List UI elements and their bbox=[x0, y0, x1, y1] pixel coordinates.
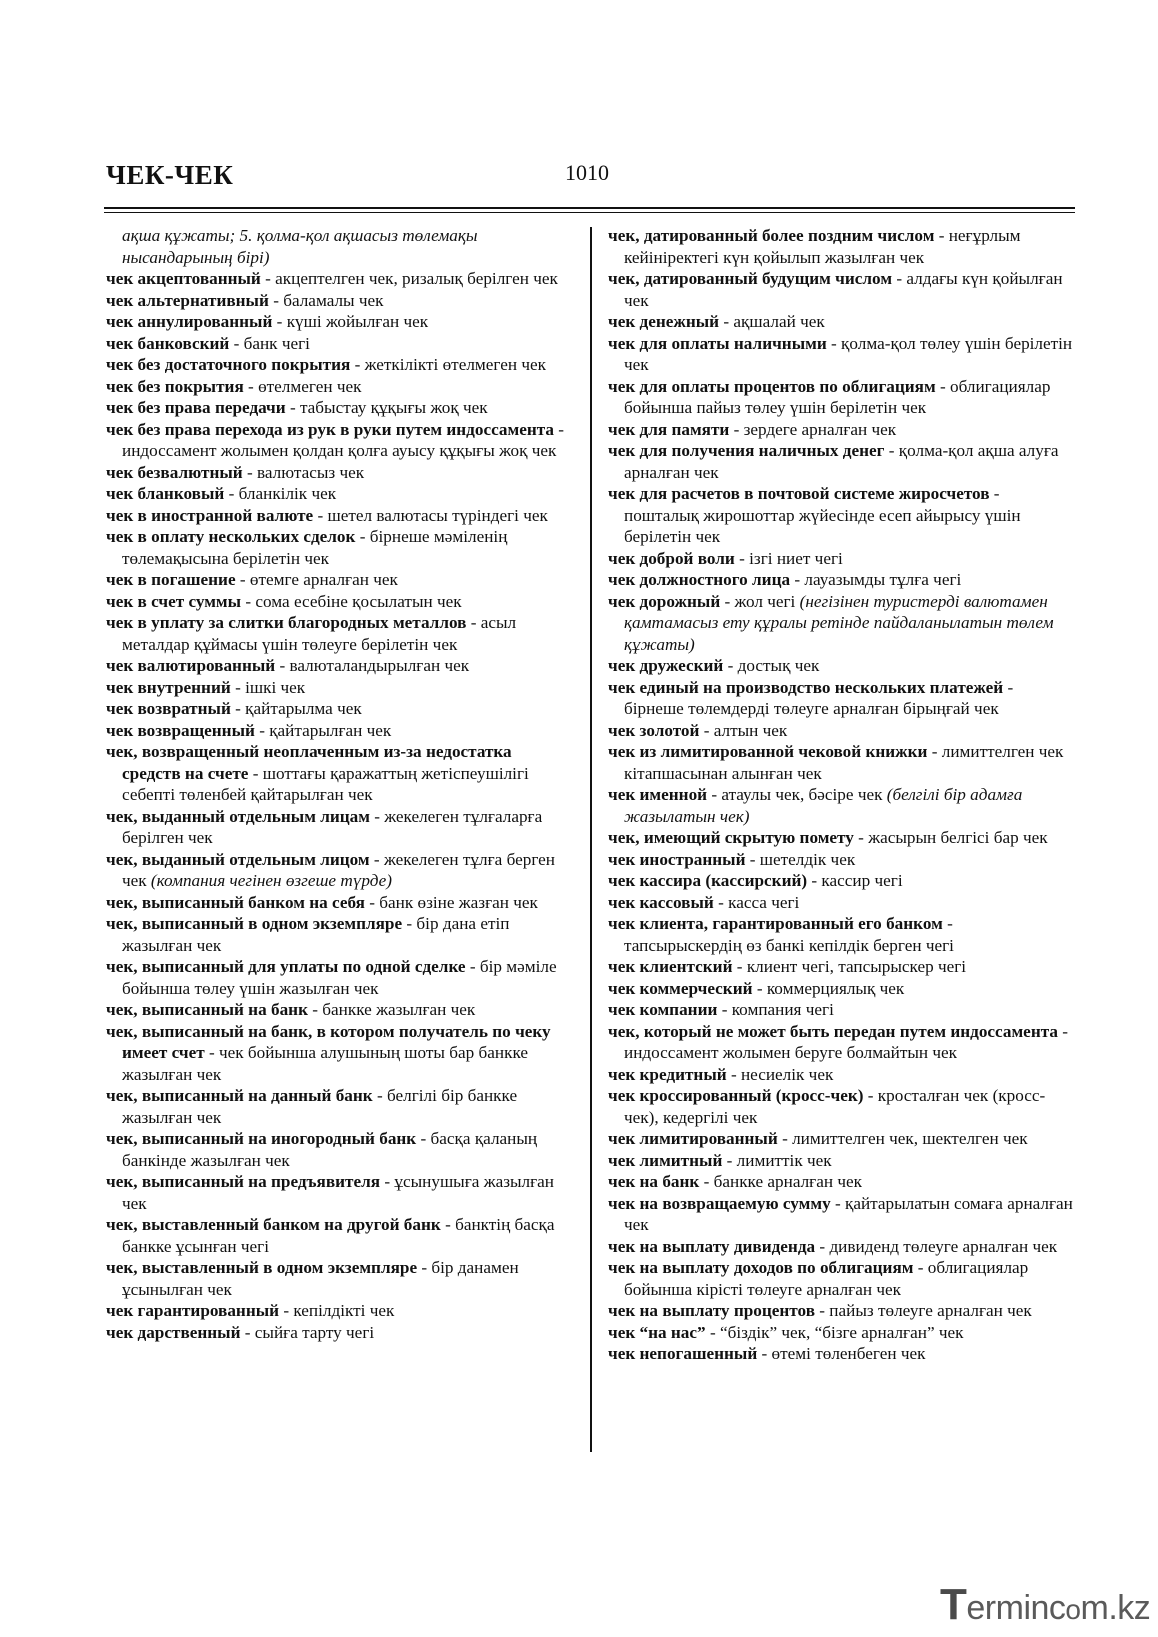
entry-definition: - коммерциялық чек bbox=[752, 978, 905, 998]
entry-term: чек без покрытия bbox=[106, 376, 244, 396]
entry-term: чек, имеющий скрытую помету bbox=[608, 828, 854, 847]
watermark-text: erminc bbox=[966, 1589, 1066, 1627]
dictionary-entry bbox=[608, 333, 1074, 376]
entry-term: чек банковский bbox=[106, 333, 230, 353]
entry-definition: - банкке жазылған чек bbox=[307, 1000, 476, 1019]
dictionary-entry bbox=[608, 1193, 1074, 1236]
entry-definition: - жеткілікті өтелмеген чек bbox=[350, 355, 546, 374]
page-number: 1010 bbox=[565, 160, 609, 185]
entry-definition: - өтемі төленбеген чек bbox=[757, 1344, 926, 1363]
entry-definition: - банк өзіне жазған чек bbox=[364, 892, 538, 912]
entry-definition: - кросталған чек (кросс-чек), кедергілі чек bbox=[624, 1086, 1046, 1127]
dictionary-entry bbox=[608, 978, 1074, 1000]
entry-term: чек золотой bbox=[608, 720, 700, 740]
entry-term: чек дарственный bbox=[106, 1322, 241, 1342]
entry-definition: - тапсырыскердің өз банкі кепілдік берген чегі bbox=[624, 914, 954, 955]
entry-term: чек внутренний bbox=[106, 677, 231, 697]
entry-term: чек, выписанный банком на себя bbox=[106, 892, 365, 912]
entry-definition: - пайыз төлеуге арналған чек bbox=[814, 1301, 1032, 1320]
entry-term: чек, выставленный в одном экземпляре bbox=[106, 1258, 418, 1277]
entry-note: (негізінен туристерді валютамен қамтамасыз ету құралы ретінде пайдаланылатын төлем құжаты) bbox=[624, 591, 1054, 654]
dictionary-entry bbox=[608, 741, 1074, 784]
right-entry-list bbox=[608, 225, 1074, 1365]
dictionary-entry bbox=[106, 956, 572, 999]
dictionary-entry bbox=[106, 1128, 572, 1171]
entry-term: чек кредитный bbox=[608, 1064, 727, 1084]
dictionary-entry bbox=[106, 526, 572, 569]
entry-term: чек акцептованный bbox=[106, 269, 261, 288]
dictionary-entry bbox=[106, 677, 572, 699]
dictionary-entry bbox=[608, 999, 1074, 1021]
entry-definition: - ішкі чек bbox=[230, 677, 306, 697]
entry-term: чек дорожный bbox=[608, 591, 721, 611]
entry-definition: - шоттағы қаражаттың жетіспеушілігі себепті төленбей қайтарылған чек bbox=[122, 763, 529, 804]
header-rule-thin bbox=[104, 212, 1075, 213]
dictionary-entry bbox=[608, 784, 1074, 827]
dictionary-entry bbox=[608, 1300, 1074, 1322]
entry-term: чек, выписанный на банк, в котором получатель по чеку имеет счет bbox=[106, 1021, 551, 1062]
entry-note: (белгілі бір адамға жазылатын чек) bbox=[624, 785, 1023, 826]
header-rule bbox=[104, 207, 1075, 209]
watermark-o-icon: o bbox=[1065, 1594, 1081, 1625]
entry-definition: - бірнеше мәміленің төлемақысына берілетін чек bbox=[122, 527, 508, 568]
entry-term: чек для расчетов в почтовой системе жиросчетов bbox=[608, 484, 990, 503]
dictionary-entry bbox=[106, 612, 572, 655]
entry-term: чек в счет суммы bbox=[106, 591, 242, 611]
dictionary-entry bbox=[106, 999, 572, 1021]
dictionary-entry bbox=[608, 591, 1074, 656]
entry-term: чек для получения наличных денег bbox=[608, 441, 885, 460]
entry-term: чек, выставленный банком на другой банк bbox=[106, 1215, 441, 1234]
dictionary-entry bbox=[106, 849, 572, 892]
entry-term: чек коммерческий bbox=[608, 978, 753, 998]
entry-definition: - өтелмеген чек bbox=[243, 376, 362, 396]
entry-definition: - облигациялар бойынша кірісті төлеуге арналған чек bbox=[624, 1258, 1029, 1299]
entry-term: чек, выписанный на банк bbox=[106, 1000, 308, 1019]
dictionary-entry bbox=[106, 569, 572, 591]
watermark-letter: T bbox=[940, 1580, 967, 1629]
entry-term: чек клиентский bbox=[608, 957, 733, 976]
entry-term: чек для оплаты наличными bbox=[608, 333, 827, 353]
entry-definition: - неғұрлым кейініректегі күн қойылып жазылған чек bbox=[624, 226, 1021, 267]
entry-definition: - алдағы күн қойылған чек bbox=[624, 269, 1063, 310]
right-column bbox=[608, 225, 1074, 1365]
entry-definition: - ұсынушыға жазылған чек bbox=[122, 1172, 554, 1213]
entry-definition: - валюталандырылған чек bbox=[275, 656, 470, 675]
column-divider bbox=[590, 227, 592, 1452]
entry-definition: - атаулы чек, бәсіре чек bbox=[707, 785, 887, 804]
entry-term: чек для оплаты процентов по облигациям bbox=[608, 376, 936, 396]
entry-definition: - жекелеген тұлға берген чек bbox=[122, 849, 555, 890]
left-entry-list bbox=[106, 268, 572, 1343]
entry-definition: - қайтарылатын сомаға арналған чек bbox=[624, 1193, 1073, 1234]
dictionary-entry bbox=[106, 419, 572, 462]
entry-term: чек на выплату доходов по облигациям bbox=[608, 1258, 914, 1277]
entry-note: (компания чегінен өзгеше түрде) bbox=[150, 871, 392, 890]
entry-definition: - банк чегі bbox=[229, 333, 310, 353]
entry-term: чек дружеский bbox=[608, 656, 724, 675]
entry-definition: - ізгі ниет чегі bbox=[734, 548, 843, 568]
entry-definition: - қайтарылған чек bbox=[254, 720, 392, 740]
entry-term: чек безвалютный bbox=[106, 462, 243, 482]
entry-term: чек без достаточного покрытия bbox=[106, 355, 351, 374]
entry-definition: - кепілдікті чек bbox=[279, 1301, 395, 1320]
entry-term: чек, выписанный на предъявителя bbox=[106, 1172, 381, 1191]
entry-term: чек, выписанный на данный банк bbox=[106, 1086, 373, 1105]
entry-term: чек непогашенный bbox=[608, 1344, 758, 1363]
entry-definition: - баламалы чек bbox=[268, 290, 384, 310]
entry-definition: - касса чегі bbox=[713, 892, 800, 912]
dictionary-entry bbox=[608, 268, 1074, 311]
entry-definition: - кассир чегі bbox=[807, 871, 903, 890]
entry-definition: - лауазымды тұлға чегі bbox=[790, 570, 962, 589]
entry-definition: - достық чек bbox=[723, 656, 820, 675]
dictionary-entry bbox=[106, 505, 572, 527]
dictionary-entry bbox=[608, 956, 1074, 978]
entry-definition: - табыстау құқығы жоқ чек bbox=[285, 398, 488, 417]
entry-definition: - пошталық жирошоттар жүйесінде есеп айырысу үшін берілетін чек bbox=[624, 484, 1021, 546]
entry-definition: - күші жойылған чек bbox=[272, 312, 429, 331]
dictionary-entry bbox=[608, 440, 1074, 483]
entry-term: чек доброй воли bbox=[608, 548, 735, 568]
entry-term: чек для памяти bbox=[608, 419, 730, 439]
entry-definition: - ақшалай чек bbox=[719, 312, 825, 331]
entry-term: чек кассовый bbox=[608, 892, 714, 912]
entry-term: чек возвратный bbox=[106, 699, 231, 718]
entry-definition: - алтын чек bbox=[699, 720, 788, 740]
dictionary-entry bbox=[106, 483, 572, 505]
entry-term: чек, датированный будущим числом bbox=[608, 269, 893, 288]
dictionary-entry bbox=[608, 1064, 1074, 1086]
entry-term: чек, выданный отдельным лицам bbox=[106, 806, 370, 826]
entry-term: чек аннулированный bbox=[106, 312, 273, 331]
dictionary-entry bbox=[608, 376, 1074, 419]
dictionary-entry bbox=[106, 1021, 572, 1086]
entry-definition: - сома есебіне қосылатын чек bbox=[241, 591, 462, 611]
dictionary-entry bbox=[106, 290, 572, 312]
dictionary-entry bbox=[106, 1171, 572, 1214]
dictionary-entry bbox=[608, 419, 1074, 441]
dictionary-entry bbox=[106, 462, 572, 484]
entry-definition: - бір дана етіп жазылған чек bbox=[122, 914, 510, 955]
dictionary-entry bbox=[106, 913, 572, 956]
entry-definition: - белгілі бір банкке жазылған чек bbox=[122, 1086, 518, 1127]
left-column bbox=[106, 225, 572, 1343]
entry-definition: - бірнеше төлемдерді төлеуге арналған бірыңғай чек bbox=[624, 677, 1014, 718]
entry-definition: - жекелеген тұлғаларға берілген чек bbox=[122, 806, 543, 847]
entry-definition: - чек бойынша алушының шоты бар банкке жазылған чек bbox=[122, 1043, 529, 1084]
entry-term: чек бланковый bbox=[106, 484, 225, 503]
dictionary-entry bbox=[106, 1085, 572, 1128]
dictionary-entry bbox=[106, 806, 572, 849]
dictionary-entry bbox=[608, 1021, 1074, 1064]
dictionary-entry bbox=[106, 591, 572, 613]
entry-definition: - лимиттелген чек кітапшасынан алынған чек bbox=[624, 742, 1064, 783]
entry-term: чек без права передачи bbox=[106, 398, 286, 417]
entry-definition: - өтемге арналған чек bbox=[235, 570, 398, 589]
entry-definition: - басқа қаланың банкінде жазылған чек bbox=[122, 1129, 538, 1170]
dictionary-entry bbox=[608, 548, 1074, 570]
entry-term: чек в иностранной валюте bbox=[106, 505, 314, 525]
dictionary-entry bbox=[106, 892, 572, 914]
entry-term: чек кассира (кассирский) bbox=[608, 871, 808, 890]
entry-term: чек, возвращенный неоплаченным из-за недостатка средств на счете bbox=[106, 742, 512, 783]
dictionary-entry bbox=[106, 720, 572, 742]
dictionary-entry bbox=[106, 1214, 572, 1257]
entry-term: чек без права перехода из рук в руки путем индоссамента bbox=[106, 419, 554, 439]
entry-term: чек кроссированный (кросс-чек) bbox=[608, 1086, 864, 1105]
dictionary-entry bbox=[608, 1171, 1074, 1193]
entry-definition: - зердеге арналған чек bbox=[729, 419, 897, 439]
dictionary-entry bbox=[106, 311, 572, 333]
dictionary-entry bbox=[608, 569, 1074, 591]
entry-definition: - сыйға тарту чегі bbox=[240, 1322, 375, 1342]
entry-term: чек иностранный bbox=[608, 849, 746, 869]
entry-definition: - лимиттік чек bbox=[722, 1150, 832, 1170]
dictionary-entry bbox=[608, 1343, 1074, 1365]
entry-term: чек, выписанный на иногородный банк bbox=[106, 1129, 417, 1148]
site-watermark bbox=[940, 1580, 1151, 1629]
dictionary-entry bbox=[106, 1322, 572, 1344]
entry-definition: - банкке арналған чек bbox=[699, 1172, 862, 1191]
entry-term: чек лимитный bbox=[608, 1150, 723, 1170]
continuation-text: ақша құжаты; 5. қолма-қол ақшасыз төлемақы нысандарының бірі) bbox=[122, 226, 478, 267]
entry-definition: - жасырын белгісі бар чек bbox=[853, 828, 1048, 847]
entry-term: чек из лимитированной чековой книжки bbox=[608, 742, 928, 761]
dictionary-entry bbox=[608, 655, 1074, 677]
dictionary-entry bbox=[608, 1236, 1074, 1258]
entry-definition: - бір данамен ұсынылған чек bbox=[122, 1258, 519, 1299]
dictionary-entry bbox=[106, 1257, 572, 1300]
entry-term: чек, выписанный в одном экземпляре bbox=[106, 914, 403, 933]
entry-term: чек именной bbox=[608, 785, 708, 804]
dictionary-entry bbox=[608, 1085, 1074, 1128]
entry-definition: - бланкілік чек bbox=[224, 484, 337, 503]
entry-term: чек в оплату нескольких сделок bbox=[106, 527, 356, 546]
entry-term: чек возвращенный bbox=[106, 720, 255, 740]
entry-definition: - индоссамент жолымен қолдан қолға ауысу құқығы жоқ чек bbox=[122, 419, 565, 460]
entry-definition: - бір мәміле бойынша төлеу үшін жазылған чек bbox=[122, 957, 557, 998]
entry-definition: - дивиденд төлеуге арналған чек bbox=[815, 1236, 1058, 1256]
dictionary-entry bbox=[608, 1128, 1074, 1150]
entry-term: чек, который не может быть передан путем индоссамента bbox=[608, 1021, 1058, 1041]
entry-term: чек компании bbox=[608, 1000, 718, 1019]
dictionary-entry bbox=[106, 268, 572, 290]
entry-term: чек, выданный отдельным лицом bbox=[106, 849, 370, 869]
dictionary-entry bbox=[608, 1257, 1074, 1300]
dictionary-entry bbox=[608, 849, 1074, 871]
entry-term: чек в погашение bbox=[106, 570, 236, 589]
entry-definition: - қолма-қол төлеу үшін берілетін чек bbox=[624, 333, 1073, 374]
dictionary-entry bbox=[608, 827, 1074, 849]
entry-definition: - қайтарылма чек bbox=[230, 699, 362, 718]
entry-definition: - облигациялар бойынша пайыз төлеу үшін берілетін чек bbox=[624, 376, 1051, 417]
entry-definition: - акцептелген чек, ризалық берілген чек bbox=[260, 269, 558, 288]
dictionary-entry bbox=[106, 397, 572, 419]
entry-term: чек на возвращаемую сумму bbox=[608, 1193, 831, 1213]
dictionary-entry bbox=[106, 354, 572, 376]
entry-definition: - лимиттелген чек, шектелген чек bbox=[777, 1129, 1028, 1148]
entry-definition: - қолма-қол ақша алуға арналған чек bbox=[624, 441, 1059, 482]
entry-term: чек на банк bbox=[608, 1172, 700, 1191]
entry-definition: - банктің басқа банкке ұсынған чегі bbox=[122, 1215, 555, 1256]
entry-term: чек альтернативный bbox=[106, 290, 269, 310]
entry-term: чек лимитированный bbox=[608, 1129, 778, 1148]
dictionary-entry bbox=[106, 1300, 572, 1322]
dictionary-entry bbox=[608, 483, 1074, 548]
entry-term: чек клиента, гарантированный его банком bbox=[608, 914, 943, 933]
entry-definition: - шетел валютасы түріндегі чек bbox=[313, 505, 548, 525]
dictionary-entry bbox=[608, 225, 1074, 268]
entry-term: чек гарантированный bbox=[106, 1301, 280, 1320]
entry-term: чек на выплату процентов bbox=[608, 1301, 815, 1320]
entry-definition: - компания чегі bbox=[717, 1000, 834, 1019]
dictionary-entry bbox=[608, 677, 1074, 720]
entry-term: чек, датированный более поздним числом bbox=[608, 226, 935, 245]
entry-definition: - асыл металдар құймасы үшін төлеуге берілетін чек bbox=[122, 613, 517, 654]
dictionary-entry bbox=[608, 1322, 1074, 1344]
dictionary-entry bbox=[608, 892, 1074, 914]
entry-term: чек в уплату за слитки благородных металлов bbox=[106, 613, 467, 632]
watermark-tail: m.kz bbox=[1080, 1589, 1151, 1627]
dictionary-entry bbox=[106, 741, 572, 806]
entry-definition: - индоссамент жолымен беруге болмайтын чек bbox=[624, 1021, 1068, 1062]
dictionary-entry bbox=[608, 720, 1074, 742]
dictionary-entry bbox=[608, 870, 1074, 892]
entry-definition: - клиент чегі, тапсырыскер чегі bbox=[732, 957, 967, 976]
dictionary-entry bbox=[106, 376, 572, 398]
dictionary-entry bbox=[106, 698, 572, 720]
dictionary-entry bbox=[106, 333, 572, 355]
entry-term: чек “на нас” bbox=[608, 1322, 706, 1342]
entry-term: чек на выплату дивиденда bbox=[608, 1236, 816, 1256]
dictionary-entry bbox=[608, 311, 1074, 333]
entry-term: чек, выписанный для уплаты по одной сделке bbox=[106, 957, 466, 976]
entry-definition: - “біздік” чек, “бізге арналған” чек bbox=[705, 1322, 964, 1342]
entry-definition: - шетелдік чек bbox=[745, 849, 856, 869]
entry-term: чек денежный bbox=[608, 312, 720, 331]
entry-definition: - жол чегі bbox=[720, 591, 800, 611]
page-title: ЧЕК-ЧЕК bbox=[106, 160, 234, 190]
dictionary-entry bbox=[608, 1150, 1074, 1172]
entry-definition: - валютасыз чек bbox=[242, 462, 365, 482]
entry-term: чек валютированный bbox=[106, 656, 276, 675]
entry-term: чек единый на производство нескольких платежей bbox=[608, 677, 1004, 697]
dictionary-entry bbox=[608, 913, 1074, 956]
entry-definition: - несиелік чек bbox=[726, 1064, 834, 1084]
dictionary-entry bbox=[106, 655, 572, 677]
entry-term: чек должностного лица bbox=[608, 570, 791, 589]
